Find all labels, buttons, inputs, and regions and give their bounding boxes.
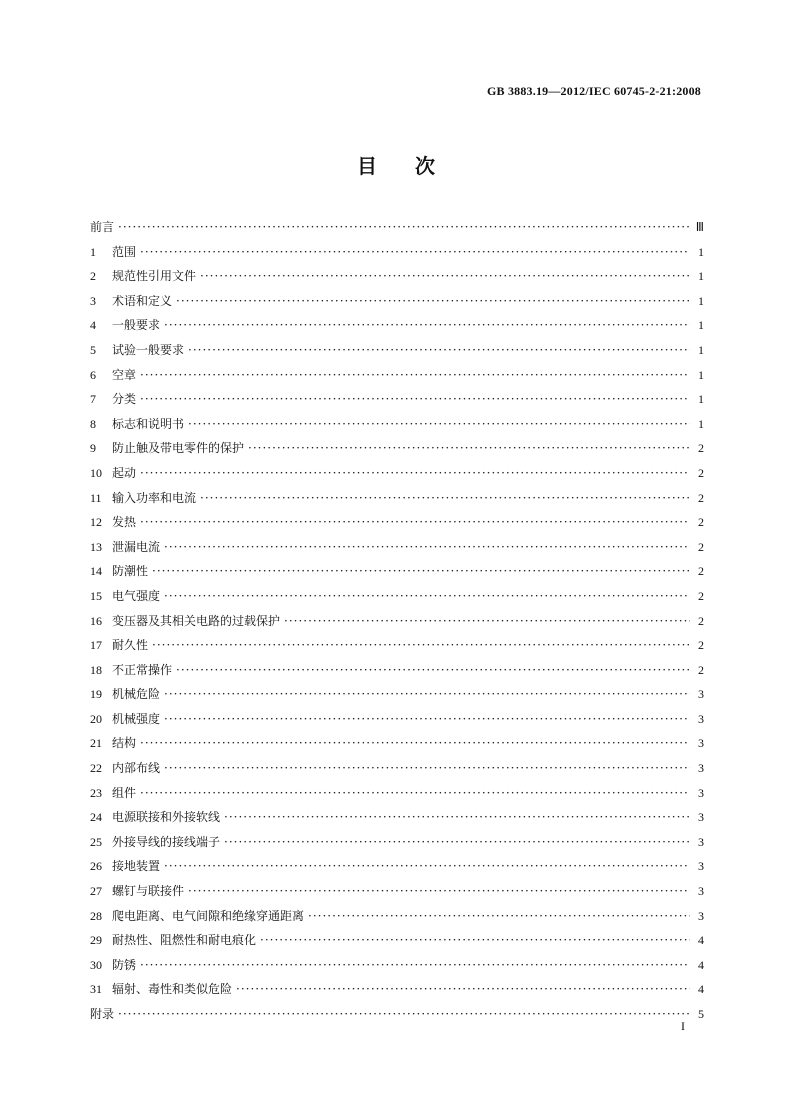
toc-entry-label: 辐射、毒性和类似危险 [112, 982, 233, 997]
toc-leader-dots [164, 535, 690, 560]
toc-entry[interactable] [90, 805, 704, 830]
toc-entry-number: 10 [90, 465, 102, 480]
toc-entry[interactable] [90, 215, 704, 240]
toc-entry-page: 2 [698, 638, 704, 653]
toc-entry-number: 13 [90, 539, 102, 554]
toc-entry[interactable] [90, 1002, 704, 1027]
toc-leader-dots [200, 264, 690, 289]
toc-leader-dots [164, 682, 690, 707]
toc-leader-dots [152, 633, 690, 658]
toc-entry-page: 1 [698, 367, 704, 382]
toc-entry-number: 23 [90, 785, 102, 800]
toc-entry[interactable] [90, 707, 704, 732]
toc-entry[interactable] [90, 363, 704, 388]
toc-entry[interactable] [90, 412, 704, 437]
toc-entry-page: 1 [698, 342, 704, 357]
standard-code: GB 3883.19—2012/IEC 60745-2-21:2008 [487, 84, 701, 98]
toc-entry-label: 附录 [90, 1007, 115, 1021]
toc-leader-dots [308, 904, 690, 929]
toc-entry-page: 3 [698, 859, 704, 874]
toc-entry[interactable] [90, 387, 704, 412]
toc-entry-number: 1 [90, 244, 96, 259]
toc-leader-dots [140, 953, 690, 978]
toc-entry[interactable] [90, 756, 704, 781]
toc-entry[interactable] [90, 879, 704, 904]
toc-entry-label: 输入功率和电流 [112, 490, 197, 505]
toc-entry-page: 4 [698, 982, 704, 997]
toc-entry-number: 7 [90, 392, 96, 407]
toc-entry-number: 3 [90, 293, 96, 308]
toc-leader-dots [176, 658, 690, 683]
toc-entry-label: 不正常操作 [112, 662, 173, 677]
toc-entry-label: 变压器及其相关电路的过载保护 [112, 613, 281, 628]
toc-leader-dots [140, 510, 690, 535]
toc-entry-number: 12 [90, 515, 102, 530]
toc-entry[interactable] [90, 338, 704, 363]
toc-entry-label: 组件 [112, 785, 137, 800]
toc-entry-number: 18 [90, 662, 102, 677]
toc-entry-number: 4 [90, 318, 96, 333]
toc-entry-number: 15 [90, 588, 102, 603]
toc-entry-page: Ⅲ [695, 220, 704, 234]
toc-entry-number: 14 [90, 564, 102, 579]
toc-entry-label: 螺钉与联接件 [112, 884, 185, 899]
toc-leader-dots [284, 609, 690, 634]
toc-entry-label: 接地装置 [112, 859, 161, 874]
toc-entry-label: 空章 [112, 367, 137, 382]
toc-leader-dots [152, 559, 690, 584]
toc-entry[interactable] [90, 559, 704, 584]
toc-entry-number: 26 [90, 859, 102, 874]
toc-entry-page: 4 [698, 933, 704, 948]
toc-entry-number: 31 [90, 982, 102, 997]
toc-entry-label: 试验一般要求 [112, 342, 185, 357]
toc-entry-label: 防止触及带电零件的保护 [112, 441, 245, 456]
toc-entry-label: 发热 [112, 515, 137, 530]
toc-entry-label: 电源联接和外接软线 [112, 810, 221, 825]
toc-entry-page: 3 [698, 785, 704, 800]
toc-entry-page: 2 [698, 588, 704, 603]
toc-entry-page: 1 [698, 293, 704, 308]
toc-leader-dots [118, 215, 690, 240]
toc-entry[interactable] [90, 904, 704, 929]
toc-entry-number: 16 [90, 613, 102, 628]
toc-entry-page: 2 [698, 564, 704, 579]
toc-entry[interactable] [90, 682, 704, 707]
toc-entry[interactable] [90, 510, 704, 535]
toc-entry-page: 2 [698, 515, 704, 530]
toc-leader-dots [188, 412, 690, 437]
toc-entry-number: 29 [90, 933, 102, 948]
toc-leader-dots [140, 387, 690, 412]
toc-entry[interactable] [90, 535, 704, 560]
toc-entry[interactable] [90, 313, 704, 338]
toc-entry-label: 机械危险 [112, 687, 161, 702]
toc-entry-page: 3 [698, 761, 704, 776]
toc-entry-page: 3 [698, 687, 704, 702]
toc-leader-dots [140, 731, 690, 756]
toc-entry-label: 耐久性 [112, 638, 149, 653]
toc-entry-page: 5 [698, 1007, 704, 1021]
toc-leader-dots [164, 313, 690, 338]
toc-entry[interactable] [90, 928, 704, 953]
toc-entry-label: 外接导线的接线端子 [112, 834, 221, 849]
toc-leader-dots [164, 707, 690, 732]
toc-leader-dots [188, 879, 690, 904]
toc-entry-page: 2 [698, 539, 704, 554]
toc-entry-number: 19 [90, 687, 102, 702]
toc-entry-label: 爬电距离、电气间隙和绝缘穿通距离 [112, 908, 305, 923]
page-number: I [681, 1019, 685, 1033]
toc-entry-page: 3 [698, 908, 704, 923]
toc-entry-page: 2 [698, 441, 704, 456]
toc-entry[interactable] [90, 584, 704, 609]
toc-leader-dots [140, 363, 690, 388]
toc-entry[interactable] [90, 436, 704, 461]
toc-entry[interactable] [90, 264, 704, 289]
toc-entry-number: 11 [90, 490, 102, 505]
toc-entry-number: 25 [90, 834, 102, 849]
toc-entry-number: 2 [90, 269, 96, 284]
toc-entry-number: 22 [90, 761, 102, 776]
toc-entry[interactable] [90, 953, 704, 978]
toc-leader-dots [164, 854, 690, 879]
toc-entry-page: 4 [698, 957, 704, 972]
toc-entry-page: 3 [698, 810, 704, 825]
toc-entry-page: 3 [698, 884, 704, 899]
toc-leader-dots [224, 830, 690, 855]
toc-entry[interactable] [90, 781, 704, 806]
toc-entry-page: 1 [698, 318, 704, 333]
toc-leader-dots [248, 436, 690, 461]
toc-entry-number: 27 [90, 884, 102, 899]
toc-leader-dots [260, 928, 690, 953]
toc-entry-page: 1 [698, 269, 704, 284]
toc-entry-page: 3 [698, 834, 704, 849]
toc-entry-label: 内部布线 [112, 761, 161, 776]
toc-entry-label: 耐热性、阻燃性和耐电痕化 [112, 933, 257, 948]
toc-entry-page: 1 [698, 244, 704, 259]
toc-entry-number: 20 [90, 711, 102, 726]
toc-leader-dots [200, 486, 690, 511]
table-of-contents [90, 215, 704, 1027]
toc-entry-label: 起动 [112, 465, 137, 480]
toc-entry-number: 21 [90, 736, 102, 751]
toc-entry-number: 6 [90, 367, 96, 382]
page-title: 目次 [357, 154, 473, 178]
toc-entry-label: 结构 [112, 736, 137, 751]
toc-entry-page: 2 [698, 662, 704, 677]
toc-entry-page: 3 [698, 711, 704, 726]
toc-leader-dots [118, 1002, 690, 1027]
toc-leader-dots [140, 240, 690, 265]
toc-entry-page: 1 [698, 392, 704, 407]
toc-leader-dots [236, 977, 690, 1002]
toc-leader-dots [188, 338, 690, 363]
toc-entry[interactable] [90, 854, 704, 879]
toc-entry[interactable] [90, 461, 704, 486]
toc-entry-page: 2 [698, 613, 704, 628]
toc-entry-number: 8 [90, 416, 96, 431]
toc-entry-page: 2 [698, 490, 704, 505]
toc-entry-label: 范围 [112, 244, 137, 259]
toc-leader-dots [140, 461, 690, 486]
toc-entry-page: 2 [698, 465, 704, 480]
toc-entry-label: 电气强度 [112, 588, 161, 603]
toc-leader-dots [176, 289, 690, 314]
toc-entry-number: 17 [90, 638, 102, 653]
toc-entry-label: 术语和定义 [112, 293, 173, 308]
toc-entry[interactable] [90, 289, 704, 314]
toc-entry-label: 一般要求 [112, 318, 161, 333]
toc-leader-dots [164, 584, 690, 609]
toc-entry-page: 3 [698, 736, 704, 751]
toc-entry-label: 泄漏电流 [112, 539, 161, 554]
toc-leader-dots [164, 756, 690, 781]
toc-entry-label: 规范性引用文件 [112, 269, 197, 284]
toc-entry-label: 机械强度 [112, 711, 161, 726]
toc-leader-dots [140, 781, 690, 806]
toc-entry-number: 28 [90, 908, 102, 923]
toc-entry-number: 9 [90, 441, 96, 456]
toc-entry-page: 1 [698, 416, 704, 431]
toc-entry-label: 防锈 [112, 957, 137, 972]
toc-entry[interactable] [90, 633, 704, 658]
toc-entry-number: 5 [90, 342, 96, 357]
toc-entry[interactable] [90, 609, 704, 634]
toc-entry-number: 30 [90, 957, 102, 972]
toc-leader-dots [224, 805, 690, 830]
toc-entry-label: 分类 [112, 392, 137, 407]
toc-entry-label: 防潮性 [112, 564, 149, 579]
toc-entry[interactable] [90, 240, 704, 265]
toc-entry[interactable] [90, 731, 704, 756]
toc-entry-label: 前言 [90, 220, 115, 234]
toc-entry-number: 24 [90, 810, 102, 825]
toc-entry[interactable] [90, 830, 704, 855]
toc-entry-label: 标志和说明书 [112, 416, 185, 431]
toc-entry[interactable] [90, 658, 704, 683]
toc-entry[interactable] [90, 486, 704, 511]
toc-entry[interactable] [90, 977, 704, 1002]
